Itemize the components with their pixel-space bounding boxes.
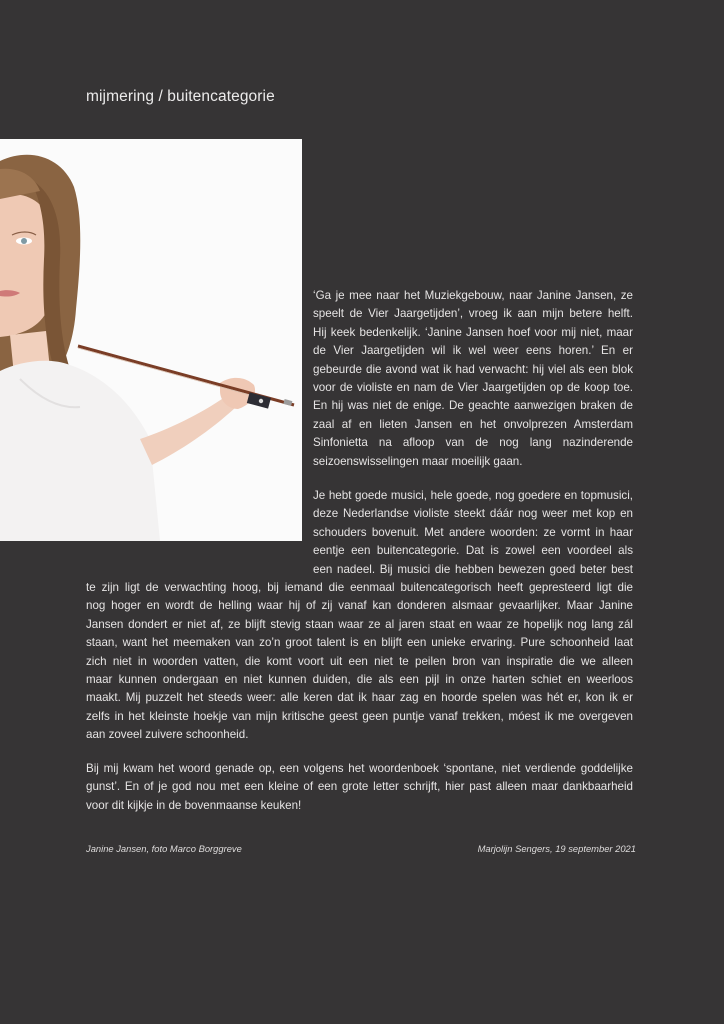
paragraph-2-line: maakt. Mij puzzelt het steeds weer: alle keren dat ik haar zag en hoorde spelen was hét er, kon ik er [86, 691, 633, 705]
paragraph-2-line: eentje een buitencategorie. Dat is zowel een voordeel als [313, 544, 633, 558]
paragraph-1-line: de Vier Jaargetijden wil ik wel weer eens horen.’ En er [313, 344, 633, 358]
paragraph-1-line: Sinfonietta na afloop van de nog lang nazinderende [313, 436, 633, 450]
paragraph-1-line: zaal af en lieten Jansen en het onvolprezen Amsterdam [313, 417, 633, 431]
paragraph-2-line: zelfs in het kleinste hoekje van mijn kritische geest geen puntje vanaf trekken, móest ik me overgeven [86, 709, 633, 723]
paragraph-1-line: voor de violiste en nam de Vier Jaargetijden op de koop toe. [313, 381, 633, 394]
paragraph-3-line: Bij mij kwam het woord genade op, een volgens het woordenboek ‘spontane, niet verdiende goddelijke [86, 762, 633, 775]
paragraph-2-line: staan, want het meemaken van zo’n groot talent is en blijft een unieke ervaring. Pure schoonheid laat [86, 636, 633, 650]
violinist-photo-illustration [0, 139, 302, 541]
photo-credit: Janine Jansen, foto Marco Borggreve [86, 843, 242, 854]
paragraph-2-line: nog hoger en wordt de helling waar hij of zij vanaf kan donderen alsmaar gevaarlijker. Maar Janine [86, 599, 633, 613]
paragraph-2-line: Je hebt goede musici, hele goede, nog goedere en topmusici, [313, 489, 633, 502]
paragraph-2-line: schouders bovenuit. Met andere woorden: ze vormt in haar [313, 525, 633, 539]
paragraph-1-line: Hij keek bedenkelijk. ‘Janine Jansen hoef voor mij niet, maar [313, 325, 633, 339]
paragraph-3-line: voor dit kijkje in de bovenmaanse keuken! [86, 798, 302, 812]
paragraph-2-line: deze Nederlandse violiste steekt dáár nog weer met kop en [313, 507, 633, 521]
paragraph-2-line: te zijn ligt de verwachting hoog, bij iemand die eenmaal buitencategorisch heeft gepresteerd ligt die [86, 581, 633, 594]
paragraph-1-line: En hij was niet de enige. De geachte aanwezigen braken de [313, 399, 633, 413]
paragraph-2-line: aan zoveel zuivere schoonheid. [86, 728, 249, 742]
paragraph-1-line: ‘Ga je mee naar het Muziekgebouw, naar Janine Jansen, ze [313, 289, 633, 302]
paragraph-1-line: seizoenswisselingen maar moeilijk gaan. [313, 454, 523, 468]
page-title: mijmering / buitencategorie [86, 88, 275, 105]
portrait-photo [0, 139, 302, 541]
paragraph-2-line: een nadeel. Bij musici die hebben bewezen goed beter best [313, 562, 633, 576]
paragraph-1-line: gebeurde die avond wat ik had verwacht: hij viel als een blok [313, 362, 633, 376]
paragraph-2-line: zich niet in woorden vatten, die komt voort uit een niet te peilen bron van inspiratie die we alleen [86, 654, 633, 668]
paragraph-2-line: Jansen dondert er niet af, ze blijft stevig staan waar ze al jaren staat en waar ze hopelijk nog lang zál [86, 617, 633, 631]
author-date: Marjolijn Sengers, 19 september 2021 [477, 843, 636, 854]
paragraph-3-line: gunst’. En of je god nou met een kleine of een grote letter schrijft, hier past alleen maar dankbaarheid [86, 780, 633, 794]
paragraph-1-line: speelt de Vier Jaargetijden’, vroeg ik aan mijn betere helft. [313, 307, 633, 321]
paragraph-2-line: maar kunnen ondergaan en niet kunnen duiden, die als een pijl in onze harten schiet en weerloos [86, 673, 633, 686]
